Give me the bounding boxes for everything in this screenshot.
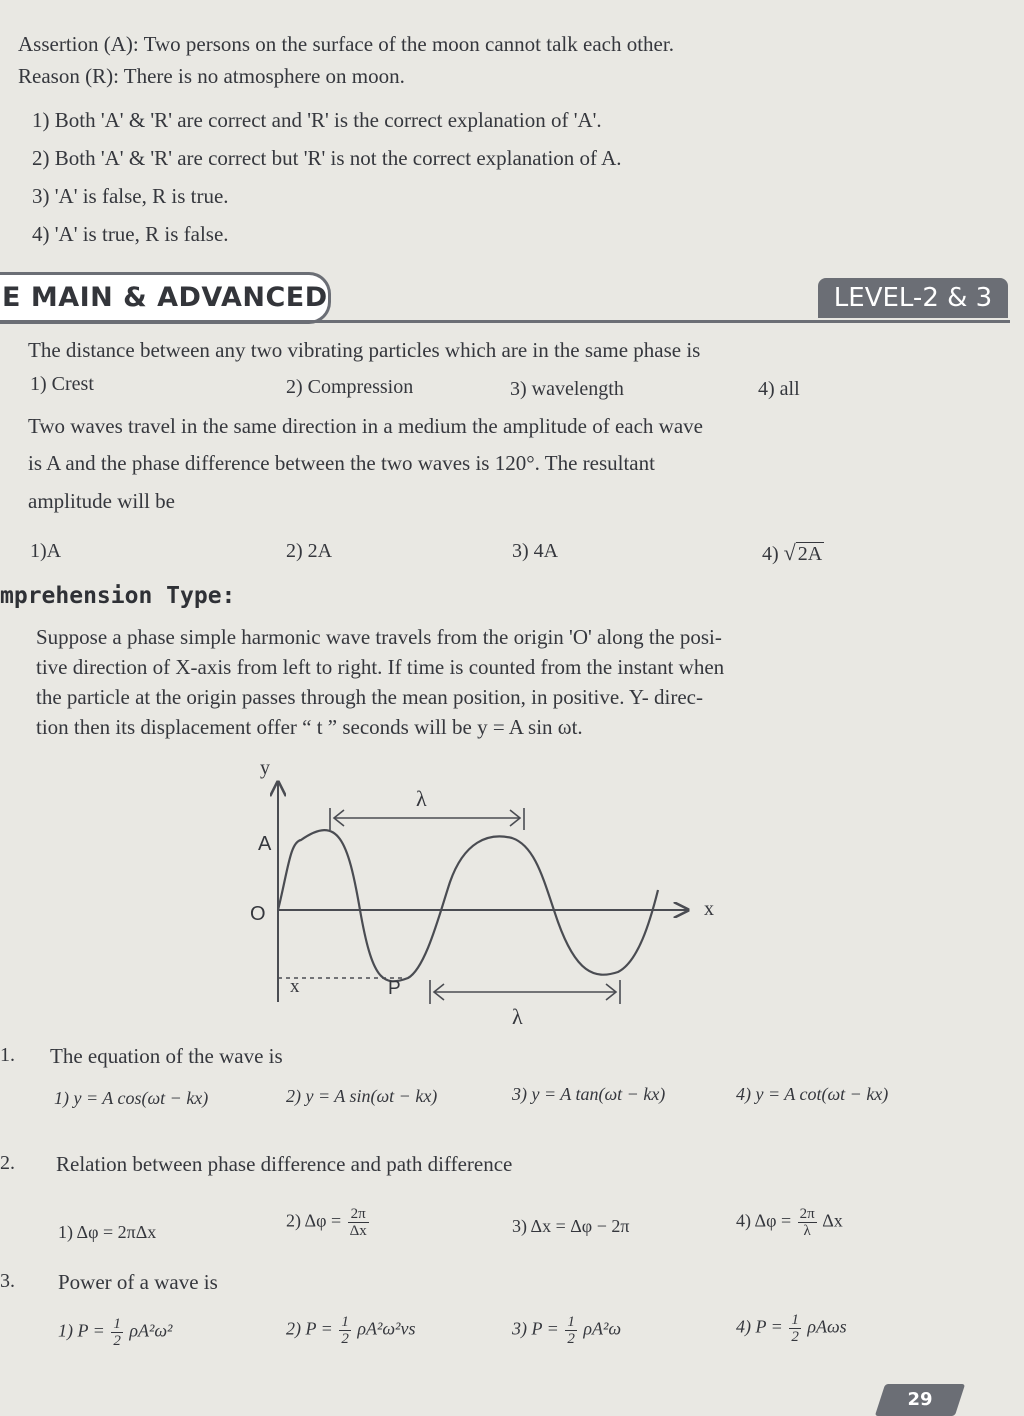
assertion-option-4: 4) 'A' is true, R is false. <box>32 222 229 246</box>
question-resultant-option-4 <box>762 540 824 566</box>
question-1-option-1: 1) y = A cos(ωt − kx) <box>54 1088 209 1108</box>
comprehension-heading: mprehension Type: <box>0 583 236 609</box>
option-2-prefix: 2) Δφ = <box>286 1210 342 1231</box>
fraction-denominator: Δx <box>349 1223 367 1239</box>
assertion-option-3: 3) 'A' is false, R is true. <box>32 184 229 208</box>
fraction-numerator: 1 <box>341 1314 349 1330</box>
option-4-fraction <box>798 1206 817 1239</box>
x-marker-label: x <box>290 976 300 997</box>
question-distance-option-2: 2) Compression <box>286 376 414 398</box>
question-3-option-1 <box>58 1316 172 1349</box>
section-header-level: LEVEL-2 & 3 <box>818 278 1008 318</box>
point-p-label: P <box>388 978 401 999</box>
question-2-option-4 <box>736 1206 843 1239</box>
fraction-numerator: 1 <box>567 1314 575 1330</box>
section-header-main-advanced: E MAIN & ADVANCED <box>0 272 331 324</box>
lambda-top-label: λ <box>416 786 427 811</box>
half-fraction <box>789 1312 801 1345</box>
fraction-denominator: 2 <box>567 1331 575 1347</box>
comprehension-line-4: tion then its displacement offer “ t ” seconds will be y = A sin ωt. <box>36 715 583 739</box>
option-prefix: 4) P = <box>736 1316 783 1337</box>
question-resultant-option-2: 2) 2A <box>286 540 333 562</box>
half-fraction <box>111 1316 123 1349</box>
option-suffix: ρAωs <box>807 1316 847 1337</box>
question-1-option-3: 3) y = A tan(ωt − kx) <box>512 1084 666 1104</box>
origin-label: O <box>250 903 266 925</box>
option-4-suffix: Δx <box>822 1210 843 1231</box>
question-2-option-1: 1) Δφ = 2πΔx <box>58 1222 157 1242</box>
comprehension-paragraph <box>36 622 998 742</box>
question-1-option-2: 2) y = A sin(ωt − kx) <box>286 1086 438 1106</box>
assertion-option-1: 1) Both 'A' & 'R' are correct and 'R' is the correct explanation of 'A'. <box>32 108 602 132</box>
radicand: 2A <box>797 543 823 565</box>
option-suffix: ρA²ω² <box>129 1320 173 1341</box>
question-1-option-4: 4) y = A cot(ωt − kx) <box>736 1084 889 1104</box>
option-suffix: ρA²ω <box>583 1318 622 1339</box>
radical-sign-icon: √ <box>783 540 796 565</box>
option-prefix: 3) P = <box>512 1318 559 1339</box>
question-distance-text: The distance between any two vibrating particles which are in the same phase is <box>28 338 701 362</box>
fraction-denominator: 2 <box>113 1333 121 1349</box>
page-number: 29 <box>907 1389 933 1410</box>
option-4-prefix: 4) Δφ = <box>736 1210 792 1231</box>
x-axis-label: x <box>704 898 714 920</box>
comprehension-line-2: tive direction of X-axis from left to right. If time is counted from the instant when <box>36 655 725 679</box>
comprehension-line-1: Suppose a phase simple harmonic wave travels from the origin 'O' along the posi- <box>36 625 722 649</box>
y-axis-label: y <box>260 757 270 779</box>
wave-diagram <box>240 752 740 1042</box>
comprehension-line-3: the particle at the origin passes through the mean position, in positive. Y- direc- <box>36 685 703 709</box>
question-resultant-line-3: amplitude will be <box>28 489 175 513</box>
question-resultant-option-3: 3) 4A <box>512 540 559 562</box>
half-fraction <box>565 1314 577 1347</box>
option-prefix: 1) P = <box>58 1320 105 1341</box>
question-3-option-4 <box>736 1312 847 1345</box>
question-resultant-line-2: is A and the phase difference between the two waves is 120°. The resultant <box>28 451 655 475</box>
assertion-text: Assertion (A): Two persons on the surface of the moon cannot talk each other. <box>18 32 674 56</box>
fraction-numerator: 1 <box>113 1316 121 1332</box>
question-1-number: 1. <box>0 1044 15 1066</box>
assertion-option-2: 2) Both 'A' & 'R' are correct but 'R' is not the correct explanation of A. <box>32 146 622 170</box>
header-divider <box>0 320 1010 323</box>
question-distance-option-4: 4) all <box>758 378 800 400</box>
fraction-denominator: 2 <box>791 1329 799 1345</box>
question-1-text: The equation of the wave is <box>50 1044 283 1068</box>
question-resultant-line-1: Two waves travel in the same direction in a medium the amplitude of each wave <box>28 414 703 438</box>
amplitude-label: A <box>258 833 272 855</box>
question-distance-option-3: 3) wavelength <box>510 378 624 400</box>
question-3-number: 3. <box>0 1270 15 1292</box>
question-resultant-option-1: 1)A <box>30 540 62 562</box>
fraction-denominator: λ <box>803 1223 811 1239</box>
question-3-option-2 <box>286 1314 415 1347</box>
fraction-numerator: 1 <box>791 1312 799 1328</box>
question-3-option-3 <box>512 1314 621 1347</box>
option-4-label: 4) <box>762 543 779 565</box>
half-fraction <box>339 1314 351 1347</box>
page-number-badge <box>875 1384 965 1416</box>
wave-curve <box>278 830 658 981</box>
option-suffix: ρA²ω²vs <box>357 1318 416 1339</box>
option-2-fraction <box>348 1206 369 1239</box>
question-2-text: Relation between phase difference and path difference <box>56 1152 513 1176</box>
option-prefix: 2) P = <box>286 1318 333 1339</box>
lambda-bottom-label: λ <box>512 1004 523 1029</box>
question-2-number: 2. <box>0 1152 15 1174</box>
fraction-numerator: 2π <box>348 1206 369 1223</box>
question-3-text: Power of a wave is <box>58 1270 218 1294</box>
question-2-option-3: 3) Δx = Δφ − 2π <box>512 1216 630 1236</box>
question-2-option-2 <box>286 1206 371 1239</box>
question-distance-option-1: 1) Crest <box>30 373 94 395</box>
fraction-denominator: 2 <box>341 1331 349 1347</box>
reason-text: Reason (R): There is no atmosphere on moon. <box>18 64 405 88</box>
fraction-numerator: 2π <box>799 1206 815 1222</box>
